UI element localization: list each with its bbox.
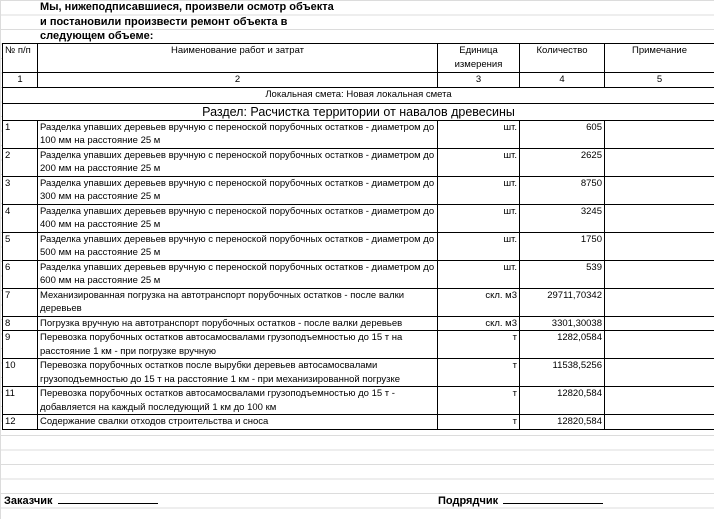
table-row [3,260,714,288]
note-cell[interactable] [605,387,714,415]
table-row [3,415,714,430]
quantity-cell[interactable]: 12820,584 [520,387,605,415]
unit-cell[interactable]: т [438,359,520,387]
unit-cell[interactable]: шт. [438,260,520,288]
work-name[interactable]: Разделка упавших деревьев вручную с переноской порубочных остатков - диаметром до 100 мм на расстояние 25 м [38,120,438,148]
unit-cell[interactable]: т [438,387,520,415]
customer-signature [4,493,158,507]
row-number[interactable]: 4 [3,204,38,232]
work-name[interactable]: Разделка упавших деревьев вручную с переноской порубочных остатков - диаметром до 600 мм на расстояние 25 м [38,260,438,288]
quantity-cell[interactable]: 539 [520,260,605,288]
note-cell[interactable] [605,359,714,387]
row-number[interactable]: 3 [3,176,38,204]
row-number[interactable]: 6 [3,260,38,288]
row-number[interactable]: 8 [3,316,38,331]
row-number[interactable]: 5 [3,232,38,260]
header-row [3,44,714,73]
note-cell[interactable] [605,148,714,176]
column-numbers-row [3,73,714,88]
quantity-cell[interactable]: 3245 [520,204,605,232]
quantity-cell[interactable]: 1282,0584 [520,331,605,359]
table-row [3,288,714,316]
work-name[interactable]: Содержание свалки отходов строительства и сноса [38,415,438,430]
intro-line-1: Мы, нижеподписавшиеся, произвели осмотр объекта [40,1,334,13]
work-name[interactable]: Разделка упавших деревьев вручную с переноской порубочных остатков - диаметром до 500 мм на расстояние 25 м [38,232,438,260]
quantity-cell[interactable]: 11538,5256 [520,359,605,387]
quantity-cell[interactable]: 605 [520,120,605,148]
table-row [3,387,714,415]
quantity-cell[interactable]: 3301,30038 [520,316,605,331]
section-title[interactable]: Раздел: Расчистка территории от навалов древесины [3,103,714,120]
quantity-cell[interactable]: 12820,584 [520,415,605,430]
unit-cell[interactable]: шт. [438,148,520,176]
colnum-4[interactable]: 4 [520,73,605,88]
unit-cell[interactable]: скл. м3 [438,316,520,331]
quantity-cell[interactable]: 2625 [520,148,605,176]
contractor-label: Подрядчик [438,495,499,507]
table-row [3,204,714,232]
header-note[interactable]: Примечание [605,44,714,73]
unit-cell[interactable]: шт. [438,176,520,204]
note-cell[interactable] [605,120,714,148]
header-unit[interactable]: Единица измерения [438,44,520,73]
customer-signature-line[interactable] [58,493,158,504]
row-number[interactable]: 7 [3,288,38,316]
table-row [3,232,714,260]
table-row [3,331,714,359]
estimate-table [2,43,714,430]
header-num[interactable]: № п/п [3,44,38,73]
estimate-title[interactable]: Локальная смета: Новая локальная смета [3,87,714,103]
table-row [3,120,714,148]
quantity-cell[interactable]: 8750 [520,176,605,204]
row-number[interactable]: 12 [3,415,38,430]
colnum-5[interactable]: 5 [605,73,714,88]
intro-line-2: и постановили произвести ремонт объекта в [40,15,288,28]
unit-cell[interactable]: т [438,331,520,359]
note-cell[interactable] [605,232,714,260]
work-name[interactable]: Перевозка порубочных остатков автосамосвалами грузоподъемностью до 15 т на расстояние 1 км - при погрузке вручную [38,331,438,359]
unit-cell[interactable]: шт. [438,232,520,260]
unit-cell[interactable]: шт. [438,204,520,232]
header-qty[interactable]: Количество [520,44,605,73]
note-cell[interactable] [605,288,714,316]
colnum-2[interactable]: 2 [38,73,438,88]
quantity-cell[interactable]: 29711,70342 [520,288,605,316]
table-row [3,148,714,176]
unit-cell[interactable]: т [438,415,520,430]
intro-text [40,0,334,44]
row-number[interactable]: 10 [3,359,38,387]
contractor-signature [438,493,603,507]
note-cell[interactable] [605,316,714,331]
table-row [3,359,714,387]
row-number[interactable]: 1 [3,120,38,148]
row-number[interactable]: 11 [3,387,38,415]
note-cell[interactable] [605,260,714,288]
customer-label: Заказчик [4,495,53,507]
work-name[interactable]: Перевозка порубочных остатков после вырубки деревьев автосамосвалами грузоподъемностью до 15 т на расстояние 1 км - при механизированной погрузке [38,359,438,387]
table-row [3,316,714,331]
work-name[interactable]: Перевозка порубочных остатков автосамосвалами грузоподъемностью до 15 т - добавляется на каждый последующий 1 км до 100 км [38,387,438,415]
row-number[interactable]: 9 [3,331,38,359]
colnum-3[interactable]: 3 [438,73,520,88]
work-name[interactable]: Разделка упавших деревьев вручную с переноской порубочных остатков - диаметром до 400 мм на расстояние 25 м [38,204,438,232]
unit-cell[interactable]: скл. м3 [438,288,520,316]
work-name[interactable]: Механизированная погрузка на автотранспорт порубочных остатков - после валки деревьев [38,288,438,316]
work-name[interactable]: Разделка упавших деревьев вручную с переноской порубочных остатков - диаметром до 300 мм на расстояние 25 м [38,176,438,204]
unit-cell[interactable]: шт. [438,120,520,148]
note-cell[interactable] [605,176,714,204]
header-name[interactable]: Наименование работ и затрат [38,44,438,73]
note-cell[interactable] [605,331,714,359]
contractor-signature-line[interactable] [503,493,603,504]
work-name[interactable]: Погрузка вручную на автотранспорт порубочных остатков - после валки деревьев [38,316,438,331]
section-title-row [3,103,714,120]
work-name[interactable]: Разделка упавших деревьев вручную с переноской порубочных остатков - диаметром до 200 мм на расстояние 25 м [38,148,438,176]
row-number[interactable]: 2 [3,148,38,176]
colnum-1[interactable]: 1 [3,73,38,88]
estimate-title-row [3,87,714,103]
note-cell[interactable] [605,204,714,232]
table-row [3,176,714,204]
quantity-cell[interactable]: 1750 [520,232,605,260]
note-cell[interactable] [605,415,714,430]
intro-line-3: следующем объеме: [40,30,154,42]
